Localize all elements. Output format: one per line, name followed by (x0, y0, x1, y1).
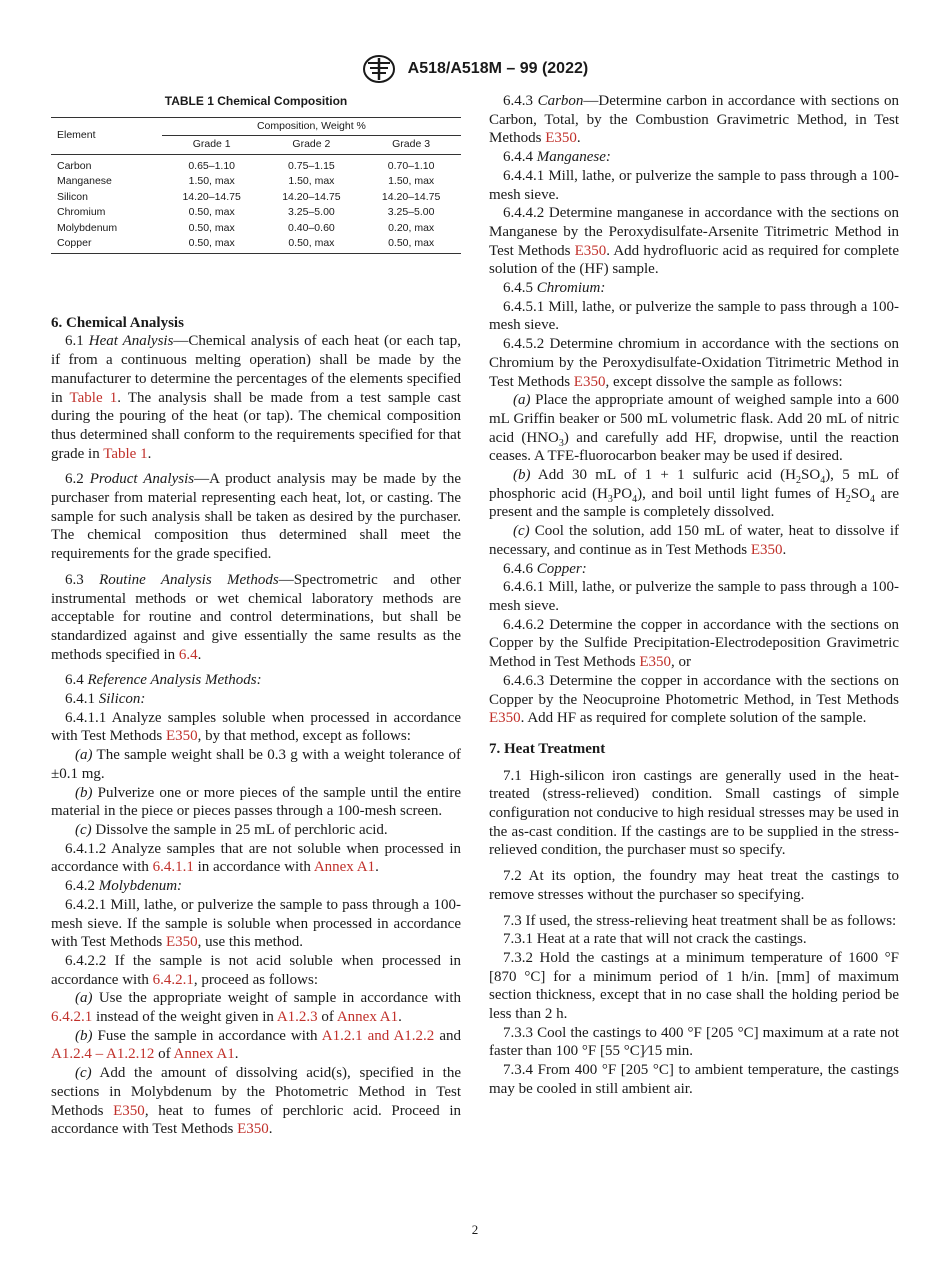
annex-a1-link[interactable]: Annex A1 (313, 859, 376, 876)
a1-2-4-link[interactable]: A1.2.4 – A1.2.12 (51, 1046, 155, 1063)
paragraph-7-3: 7.3 If used, the stress-relieving heat treatment shall be as follows: (503, 912, 897, 929)
section-6-4-link[interactable]: 6.4 (178, 646, 198, 663)
list-item: (c) Add the amount of dissolving acid(s), specified in the sections in Molybdenum by the Photometric Method in Test Methods E350, heat to fumes of perchloric acid. Proceed in accordance with Test Methods E350. (51, 1065, 461, 1138)
e350-link[interactable]: E350 (639, 654, 672, 671)
paragraph-6-4-2: 6.4.2 Molybdenum: (65, 878, 183, 895)
table-title: TABLE 1 Chemical Composition (164, 94, 348, 108)
paragraph-6-2: 6.2 Product Analysis—A product analysis may be made by the purchaser from material representing each heat, lot, or casting. The sample for such analysis shall be taken as desired by the purchaser. The chemical composition thus determined shall meet the requirements for the grade specified. (51, 471, 461, 563)
left-column (51, 92, 461, 1139)
paragraph-6-4-6: 6.4.6 Copper: (503, 560, 587, 577)
paragraph-6-4-6-1: 6.4.6.1 Mill, lathe, or pulverize the sample to pass through a 100-mesh sieve. (489, 579, 899, 614)
list-item: (a) Place the appropriate amount of weighed sample into a 600 mL Griffin beaker or 500 mL volumetric flask. Add 20 mL of nitric acid $(HNO_3)$ and carefully add HF, dropwise, until the reaction ceases. A TFE-fluorocarbon beaker may be used if desired. (489, 392, 899, 465)
list-item: (a) The sample weight shall be 0.3 g with a weight tolerance of ±0.1 mg. (51, 747, 461, 782)
a1-2-1-link[interactable]: A1.2.1 and A1.2.2 (321, 1027, 435, 1044)
section-6-4-2-1-link[interactable]: 6.4.2.1 (51, 1009, 93, 1026)
paragraph-7-3-1: 7.3.1 Heat at a rate that will not crack the castings. (503, 931, 807, 948)
list-item: (b) Add 30 mL of 1 + 1 sulfuric acid $(H_2SO_4)$, 5 mL of phosphoric acid $(H_3PO_4)$, and boil until light fumes of $H_2SO_4$ are present and the sample is completely dissolved. (489, 467, 900, 521)
table-row: Molybdenum 0.50, max 0.40–0.60 0.20, max (57, 221, 435, 234)
list-item: (a) Use the appropriate weight of sample in accordance with 6.4.2.1 instead of the weight given in A1.2.3 of Annex A1. (51, 990, 461, 1026)
paragraph-6-4-1-1: 6.4.1.1 Analyze samples soluble when processed in accordance with Test Methods E350, by that method, except as follows: (51, 709, 461, 745)
paragraph-6-4: 6.4 Reference Analysis Methods: (65, 672, 262, 689)
paragraph-6-4-4-2: 6.4.4.2 Determine manganese in accordance with the sections on Manganese by the Peroxydisulfate-Arsenite Titrimetric Method in Test Methods E350. Add hydrofluoric acid as required for complete solution of the (HF) sample. (489, 205, 899, 278)
paragraph-6-4-2-1: 6.4.2.1 Mill, lathe, or pulverize the sample to pass through a 100-mesh sieve. If the sample is soluble when processed in accordance with Test Methods E350, use this method. (51, 896, 461, 951)
e350-link[interactable]: E350 (489, 710, 521, 727)
e350-link[interactable]: E350 (237, 1121, 269, 1138)
table-header-grade: Grade 3 (392, 138, 431, 151)
paragraph-7-3-2: 7.3.2 Hold the castings at a minimum temperature of 1600 °F [870 °C] for a minimum period of 1 h/in. [mm] of maximum section thickness, except that in no case shall the holding period be less than 2 h. (489, 949, 899, 1023)
table-header-element: Element (57, 128, 96, 141)
list-item: (b) Fuse the sample in accordance with A1.2.1 and A1.2.2 and A1.2.4 – A1.2.12 of Annex A1. (51, 1027, 461, 1063)
table-header-grade: Grade 2 (292, 138, 331, 151)
paragraph-6-4-1-2: 6.4.1.2 Analyze samples that are not soluble when processed in accordance with 6.4.1.1 in accordance with Annex A1. (51, 840, 461, 876)
paragraph-6-4-4: 6.4.4 Manganese: (503, 149, 611, 166)
paragraph-6-4-5-1: 6.4.5.1 Mill, lathe, or pulverize the sample to pass through a 100-mesh sieve. (489, 298, 899, 334)
paragraph-6-4-5-2: 6.4.5.2 Determine chromium in accordance with the sections on Chromium by the Peroxydisulfate-Oxidation Titrimetric Method in Test Methods E350, except dissolve the sample as follows: (489, 336, 899, 390)
section-heading: 6. Chemical Analysis (51, 314, 184, 331)
paragraph-6-1: 6.1 Heat Analysis—Chemical analysis of each heat (or each tap, if from a continuous melting operation) shall be made by the manufacturer to determine the percentages of the elements specified in Table 1. The analysis shall be made from a test sample cast during the pouring of the heat (or tap). The chemical composition thus determined shall conform to the requirements specified for that grade in Table 1. (51, 333, 462, 462)
paragraph-7-2: 7.2 At its option, the foundry may heat treat the castings to remove stresses without the purchaser so specifying. (489, 868, 899, 903)
e350-link[interactable]: E350 (165, 728, 198, 745)
list-item: (c) Cool the solution, add 150 mL of water, heat to dissolve if necessary, and continue as in Test Methods E350. (489, 523, 899, 558)
paragraph-6-4-2-2: 6.4.2.2 If the sample is not acid soluble when processed in accordance with 6.4.2.1, proceed as follows: (51, 952, 461, 988)
a1-2-3-link[interactable]: A1.2.3 (276, 1009, 318, 1026)
astm-logo-icon (362, 54, 396, 84)
paragraph-6-4-3: 6.4.3 Carbon—Determine carbon in accordance with sections on Carbon, Total, by the Combustion Gravimetric Method, in Test Methods E350. (489, 93, 899, 147)
document-designation: A518/A518M – 99 (2022) (407, 60, 589, 78)
paragraph-6-4-4-1: 6.4.4.1 Mill, lathe, or pulverize the sample to pass through a 100-mesh sieve. (489, 167, 899, 203)
section-heading: 7. Heat Treatment (489, 740, 606, 757)
table-row: Copper 0.50, max 0.50, max 0.50, max (51, 236, 461, 253)
e350-link[interactable]: E350 (165, 934, 198, 951)
table-header-grade: Grade 1 (192, 138, 231, 151)
e350-link[interactable]: E350 (545, 130, 577, 147)
annex-a1-link[interactable]: Annex A1 (173, 1046, 235, 1063)
annex-a1-link[interactable]: Annex A1 (336, 1009, 399, 1026)
paragraph-7-1: 7.1 High-silicon iron castings are generally used in the heat-treated (stress-relieved) condition. Small castings of simple configuration not conducive to high residual stresses may be used in the as-cast condition. If the castings are to be supplied in the stress-relieved condition, the purchaser must so specify. (489, 767, 899, 859)
e350-link[interactable]: E350 (750, 541, 783, 558)
paragraph-6-4-6-2: 6.4.6.2 Determine the copper in accordance with the sections on Copper by the Sulfide Precipitation-Electrodeposition Gravimetric Method in Test Methods E350, or (489, 616, 899, 671)
paragraph-6-4-1: 6.4.1 Silicon: (65, 691, 146, 708)
table-1-link[interactable]: Table 1 (103, 445, 148, 462)
page-header (0, 54, 950, 84)
section-6-4-1-1-link[interactable]: 6.4.1.1 (152, 859, 194, 876)
table-header-composition: Composition, Weight % (162, 117, 461, 136)
e350-link[interactable]: E350 (113, 1102, 145, 1119)
paragraph-7-3-4: 7.3.4 From 400 °F [205 °C] to ambient temperature, the castings may be cooled in still ambient air. (489, 1062, 899, 1097)
paragraph-6-3: 6.3 Routine Analysis Methods—Spectrometric and other instrumental methods or wet chemical laboratory methods are acceptable for routine and control determinations, but shall be standardized against and give essentially the same results as the methods specified in 6.4. (51, 571, 461, 663)
table-row: Silicon 14.20–14.75 14.20–14.75 14.20–14.75 (57, 190, 441, 203)
e350-link[interactable]: E350 (574, 242, 607, 259)
table-row: Chromium 0.50, max 3.25–5.00 3.25–5.00 (57, 206, 435, 219)
table-row: Manganese 1.50, max 1.50, max 1.50, max (57, 175, 435, 188)
section-6-4-2-1-link[interactable]: 6.4.2.1 (152, 971, 194, 988)
chemical-composition-table (51, 117, 461, 254)
list-item: (b) Pulverize one or more pieces of the sample until the entire material in the piece or pieces passes through a 100-mesh screen. (51, 784, 461, 820)
paragraph-6-4-5: 6.4.5 Chromium: (503, 280, 606, 297)
paragraph-6-4-6-3: 6.4.6.3 Determine the copper in accordance with the sections on Copper by the Neocuproine Photometric Method, in Test Methods E350. Add HF as required for complete solution of the sample. (489, 672, 899, 727)
page-number: 2 (471, 1222, 479, 1237)
e350-link[interactable]: E350 (573, 373, 606, 390)
table-row: Carbon 0.65–1.10 0.75–1.15 0.70–1.10 (57, 159, 435, 172)
table-1-link[interactable]: Table 1 (69, 389, 118, 406)
right-column (489, 92, 899, 1099)
list-item: (c) Dissolve the sample in 25 mL of perchloric acid. (75, 821, 388, 838)
paragraph-7-3-3: 7.3.3 Cool the castings to 400 °F [205 °C] maximum at a rate not faster than 100 °F [55 °C]⁄15 min. (489, 1024, 899, 1060)
